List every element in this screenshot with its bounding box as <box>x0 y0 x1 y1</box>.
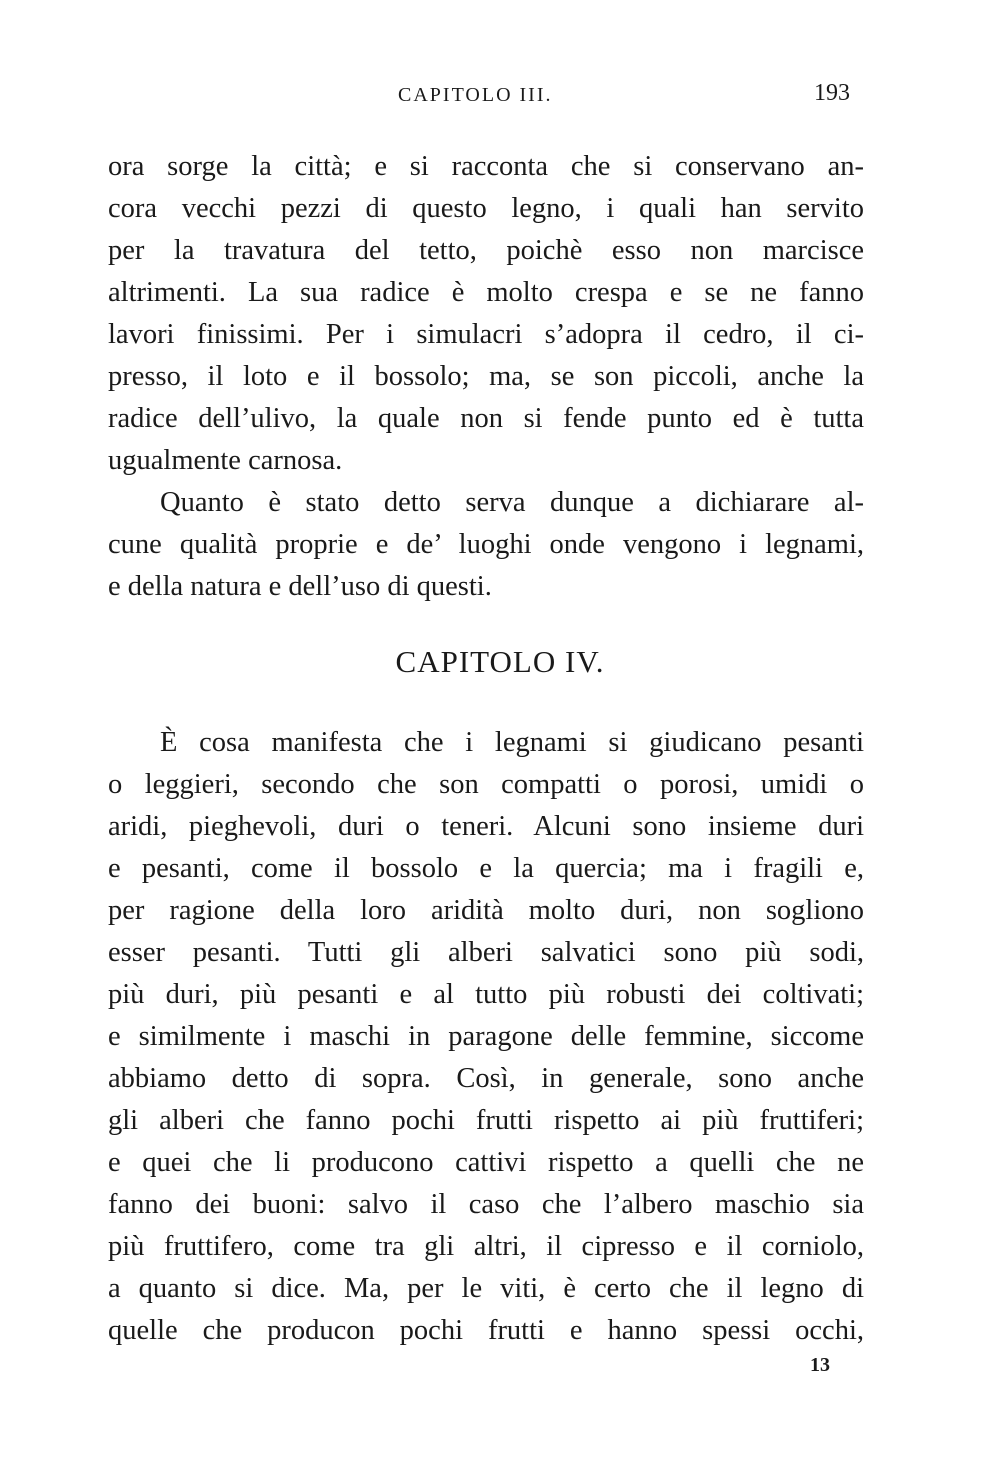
text-line: gli alberi che fanno pochi frutti rispetto ai più fruttiferi; <box>108 1105 864 1136</box>
chapter-heading: CAPITOLO IV. <box>395 644 605 679</box>
text-line: e quei che li producono cattivi rispetto a quelli che ne <box>108 1147 864 1178</box>
running-head: CAPITOLO III. <box>398 84 553 106</box>
paragraph-1 <box>108 146 864 482</box>
text-line: fanno dei buoni: salvo il caso che l’albero maschio sia <box>108 1189 864 1220</box>
signature-mark: 13 <box>810 1354 830 1376</box>
text-line: È cosa manifesta che i legnami si giudicano pesanti <box>160 727 864 758</box>
paragraph-2 <box>108 482 864 608</box>
text-line: radice dell’ulivo, la quale non si fende punto ed è tutta <box>108 403 864 434</box>
text-line: o leggieri, secondo che son compatti o porosi, umidi o <box>108 769 864 800</box>
page-number: 193 <box>814 80 850 106</box>
text-line: cune qualità proprie e de’ luoghi onde vengono i legnami, <box>108 529 864 560</box>
text-line: presso, il loto e il bossolo; ma, se son piccoli, anche la <box>108 361 864 392</box>
text-line: esser pesanti. Tutti gli alberi salvatici sono più sodi, <box>108 937 864 968</box>
text-line: abbiamo detto di sopra. Così, in generale, sono anche <box>108 1063 864 1094</box>
text-line: più duri, più pesanti e al tutto più robusti dei coltivati; <box>108 979 864 1010</box>
text-line: altrimenti. La sua radice è molto crespa e se ne fanno <box>108 277 864 308</box>
text-line: lavori finissimi. Per i simulacri s’adopra il cedro, il ci- <box>108 319 864 350</box>
text-line: cora vecchi pezzi di questo legno, i quali han servito <box>108 193 864 224</box>
text-block-top <box>108 146 864 608</box>
text-line: e pesanti, come il bossolo e la quercia; ma i fragili e, <box>108 853 864 884</box>
text-line: ora sorge la città; e si racconta che si conservano an- <box>108 151 864 182</box>
text-line: per la travatura del tetto, poichè esso non marcisce <box>108 235 864 266</box>
text-line: per ragione della loro aridità molto duri, non sogliono <box>108 895 864 926</box>
paragraph-3 <box>108 722 864 1352</box>
text-line: a quanto si dice. Ma, per le viti, è certo che il legno di <box>108 1273 864 1304</box>
text-line: e della natura e dell’uso di questi. <box>108 571 492 602</box>
text-line: aridi, pieghevoli, duri o teneri. Alcuni sono insieme duri <box>108 811 864 842</box>
text-line: ugualmente carnosa. <box>108 445 343 476</box>
text-line: Quanto è stato detto serva dunque a dichiarare al- <box>160 487 864 518</box>
text-line: e similmente i maschi in paragone delle femmine, siccome <box>108 1021 864 1052</box>
text-line: più fruttifero, come tra gli altri, il cipresso e il corniolo, <box>108 1231 864 1262</box>
text-line: quelle che producon pochi frutti e hanno spessi occhi, <box>108 1315 864 1346</box>
